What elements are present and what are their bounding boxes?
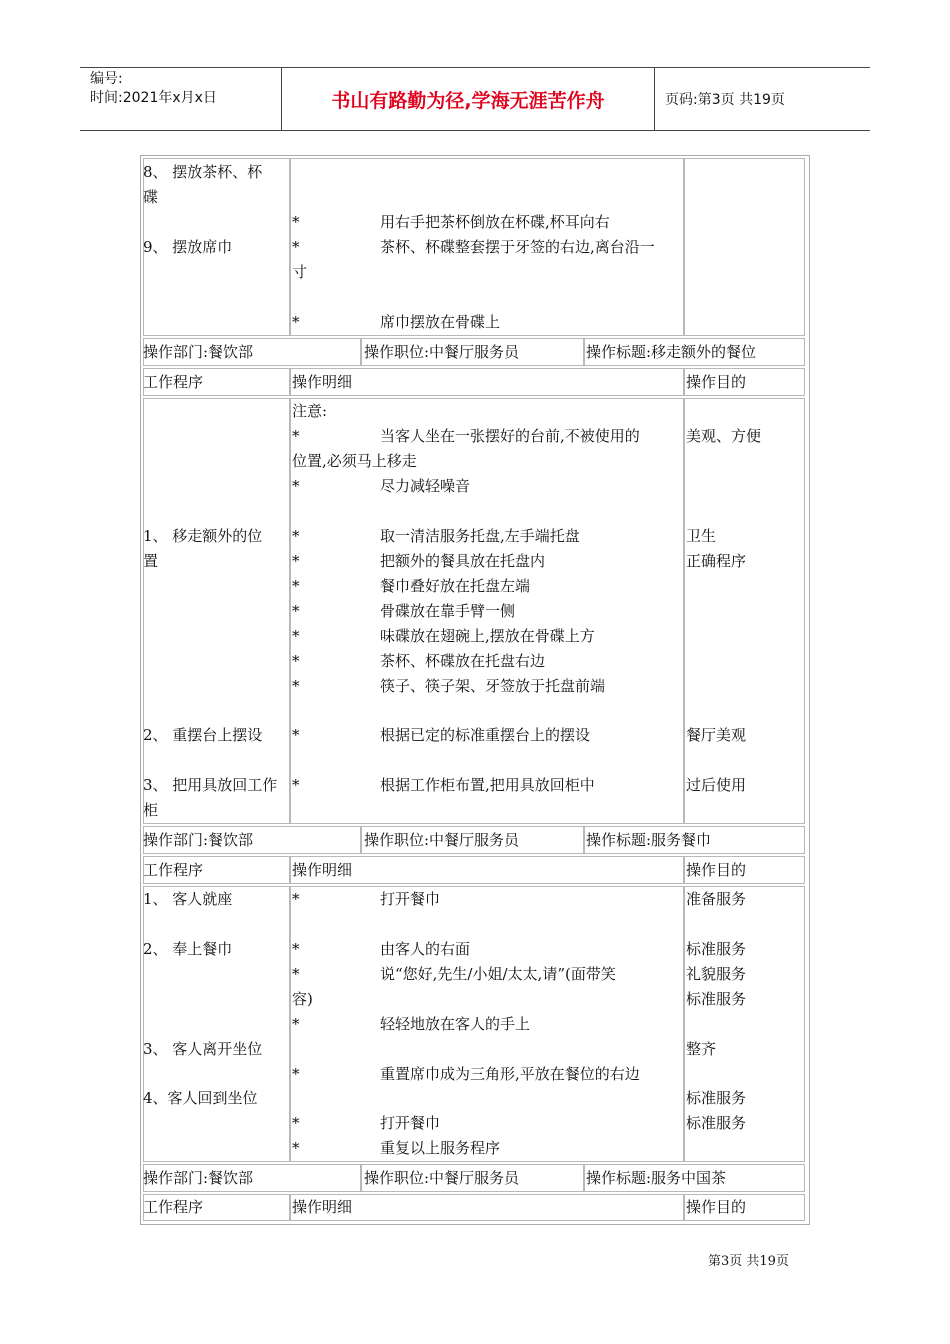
bullet: * [292,1139,300,1157]
detail-text: 尽力减轻噪音 [380,477,471,495]
step-8: 8、 摆放茶杯、杯 [143,163,263,181]
bullet: * [292,527,300,545]
dept-label: 操作部门:餐饮部 [143,831,254,849]
position-label: 操作职位:中餐厅服务员 [364,343,520,361]
purpose-text: 整齐 [686,1040,717,1058]
detail-text: 由客人的右面 [380,940,471,958]
detail-text: 重置席巾成为三角形,平放在餐位的右边 [380,1065,640,1083]
bullet: * [292,1065,300,1083]
step-1: 1、 客人就座 [143,890,233,908]
operation-title: 操作标题:服务中国茶 [586,1169,727,1187]
detail-text: 当客人坐在一张摆好的台前,不被使用的 [380,427,640,445]
step-3: 3、 把用具放回工作 [143,776,278,794]
detail-text: 打开餐巾 [380,890,441,908]
dept-label: 操作部门:餐饮部 [143,1169,254,1187]
column-header-procedure: 工作程序 [143,373,204,391]
table-cell [143,398,290,824]
detail-text: 打开餐巾 [380,1114,441,1132]
detail-text: 骨碟放在靠手臂一侧 [380,602,516,620]
detail-text: 茶杯、杯碟放在托盘右边 [380,652,546,670]
detail-text: 把额外的餐具放在托盘内 [380,552,546,570]
operation-title: 操作标题:服务餐巾 [586,831,712,849]
bullet: * [292,427,300,445]
purpose-text: 美观、方便 [686,427,762,445]
purpose-text: 标准服务 [686,990,747,1008]
column-header-detail: 操作明细 [292,1198,353,1216]
detail-text: 位置,必须马上移走 [292,452,417,470]
step-9: 9、 摆放席巾 [143,238,233,256]
detail-text: 用右手把茶杯倒放在杯碟,杯耳向右 [380,213,610,231]
bullet: * [292,965,300,983]
detail-text: 轻轻地放在客人的手上 [380,1015,531,1033]
column-header-detail: 操作明细 [292,861,353,879]
step-3: 3、 客人离开坐位 [143,1040,263,1058]
dept-label: 操作部门:餐饮部 [143,343,254,361]
bullet: * [292,776,300,794]
purpose-text: 标准服务 [686,940,747,958]
bullet: * [292,313,300,331]
detail-text: 茶杯、杯碟整套摆于牙签的右边,离台沿一 [380,238,655,256]
detail-text: 席巾摆放在骨碟上 [380,313,501,331]
bullet: * [292,726,300,744]
date-label: 时间:2021年x月x日 [90,90,217,106]
detail-text: 根据工作柜布置,把用具放回柜中 [380,776,595,794]
bullet: * [292,1114,300,1132]
column-header-purpose: 操作目的 [686,1198,747,1216]
detail-text: 取一清洁服务托盘,左手端托盘 [380,527,580,545]
step-3-cont: 柜 [143,801,159,819]
header-page-info: 页码:第3页 共19页 [665,92,785,108]
purpose-text: 标准服务 [686,1114,747,1132]
column-header-detail: 操作明细 [292,373,353,391]
column-header-purpose: 操作目的 [686,861,747,879]
column-header-purpose: 操作目的 [686,373,747,391]
bullet: * [292,477,300,495]
detail-text: 筷子、筷子架、牙签放于托盘前端 [380,677,606,695]
column-header-procedure: 工作程序 [143,861,204,879]
detail-text: 寸 [292,263,308,281]
bullet: * [292,577,300,595]
purpose-text: 卫生 [686,527,717,545]
step-8-cont: 碟 [143,188,159,206]
table-cell [684,158,805,336]
bullet: * [292,627,300,645]
table-cell [684,398,805,824]
purpose-text: 礼貌服务 [686,965,747,983]
note-label: 注意: [292,402,328,420]
bullet: * [292,652,300,670]
page-footer: 第3页 共19页 [708,1254,789,1269]
operation-title: 操作标题:移走额外的餐位 [586,343,757,361]
step-1-cont: 置 [143,552,159,570]
header-meta [90,70,280,108]
step-2: 2、 重摆台上摆设 [143,726,263,744]
step-2: 2、 奉上餐巾 [143,940,233,958]
purpose-text: 过后使用 [686,776,747,794]
page-header [80,67,870,131]
detail-text: 味碟放在翅碗上,摆放在骨碟上方 [380,627,595,645]
serial-label: 编号: [90,71,123,87]
bullet: * [292,238,300,256]
bullet: * [292,940,300,958]
detail-text: 根据已定的标准重摆台上的摆设 [380,726,591,744]
bullet: * [292,552,300,570]
position-label: 操作职位:中餐厅服务员 [364,1169,520,1187]
bullet: * [292,890,300,908]
detail-text: 重复以上服务程序 [380,1139,501,1157]
bullet: * [292,602,300,620]
purpose-text: 准备服务 [686,890,747,908]
header-motto: 书山有路勤为径,学海无涯苦作舟 [331,90,605,112]
detail-text: 说“您好,先生/小姐/太太,请”(面带笑 [380,965,616,983]
step-4: 4、客人回到坐位 [143,1089,258,1107]
bullet: * [292,1015,300,1033]
bullet: * [292,213,300,231]
position-label: 操作职位:中餐厅服务员 [364,831,520,849]
detail-text: 餐巾叠好放在托盘左端 [380,577,531,595]
column-header-procedure: 工作程序 [143,1198,204,1216]
step-1: 1、 移走额外的位 [143,527,263,545]
purpose-text: 餐厅美观 [686,726,747,744]
detail-text: 容) [292,990,313,1008]
header-divider [654,68,655,130]
purpose-text: 标准服务 [686,1089,747,1107]
purpose-text: 正确程序 [686,552,747,570]
bullet: * [292,677,300,695]
table-cell [143,886,290,1162]
